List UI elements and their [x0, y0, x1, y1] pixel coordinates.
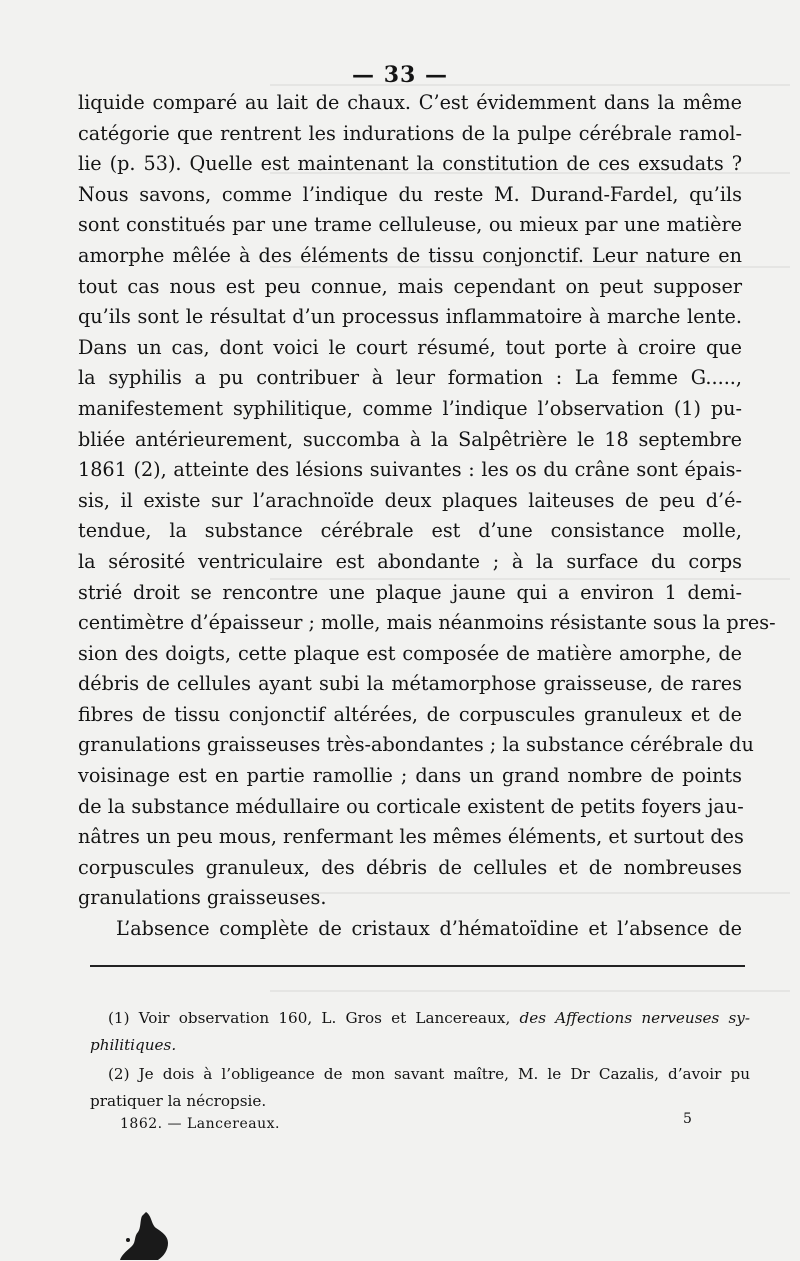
- footnote-title-italic: des Affections nerveuses sy-: [519, 1009, 750, 1027]
- footnote-1: [90, 1005, 750, 1059]
- text-line: strié droit se rencontre une plaque jaune qui a environ 1 demi-: [78, 580, 742, 604]
- text-line: lie (p. 53). Quelle est maintenant la constitution de ces exsudats ?: [78, 152, 742, 176]
- footnote-separator: [90, 965, 745, 967]
- footnote-text: (1) Voir observation 160, L. Gros et Lancereaux,: [108, 1009, 511, 1027]
- footnote-line: philitiques.: [90, 1036, 177, 1054]
- text-line: granulations graisseuses.: [78, 886, 327, 910]
- footnote-line: pratiquer la nécropsie.: [90, 1092, 267, 1110]
- text-line: Dans un cas, dont voici le court résumé, tout porte à croire que: [78, 335, 742, 359]
- footnotes: [90, 1005, 750, 1117]
- text-line: qu’ils sont le résultat d’un processus inflammatoire à marche lente.: [78, 305, 742, 329]
- text-line: sont constitués par une trame celluleuse, ou mieux par une matière: [78, 213, 742, 237]
- text-line: liquide comparé au lait de chaux. C’est évidemment dans la même: [78, 91, 742, 114]
- text-line: sis, il existe sur l’arachnoïde deux plaques laiteuses de peu d’é-: [78, 488, 742, 512]
- text-line: nâtres un peu mous, renfermant les mêmes éléments, et surtout des: [78, 825, 744, 849]
- signature-mark: 5: [683, 1111, 692, 1127]
- text-line: L’absence complète de cristaux d’hématoïdine et l’absence de: [116, 917, 742, 941]
- text-line: de la substance médullaire ou corticale existent de petits foyers jau-: [78, 794, 744, 818]
- text-line: fibres de tissu conjonctif altérées, de corpuscules granuleux et de: [78, 702, 742, 726]
- text-line: bliée antérieurement, succomba à la Salpêtrière le 18 septembre: [78, 427, 742, 451]
- text-line: la sérosité ventriculaire est abondante ; à la surface du corps: [78, 549, 742, 573]
- text-line: sion des doigts, cette plaque est composée de matière amorphe, de: [78, 641, 742, 665]
- text-line: débris de cellules ayant subi la métamorphose graisseuse, de rares: [78, 672, 742, 696]
- text-line: Nous savons, comme l’indique du reste M. Durand-Fardel, qu’ils: [78, 182, 742, 206]
- text-line: tendue, la substance cérébrale est d’une consistance molle,: [78, 519, 742, 543]
- text-line: amorphe mêlée à des éléments de tissu conjonctif. Leur nature en: [78, 243, 742, 267]
- text-line: 1861 (2), atteinte des lésions suivantes : les os du crâne sont épais-: [78, 458, 742, 482]
- text-line: manifestement syphilitique, comme l’indique l’observation (1) pu-: [78, 396, 742, 420]
- text-line: centimètre d’épaisseur ; molle, mais néanmoins résistante sous la pres-: [78, 611, 776, 635]
- text-line: granulations graisseuses très-abondantes ; la substance cérébrale du: [78, 733, 754, 757]
- text-line: la syphilis a pu contribuer à leur formation : La femme G.....,: [78, 366, 742, 390]
- footnote-line: [90, 1005, 750, 1032]
- body-text: [78, 88, 776, 945]
- page-number: — 33 —: [352, 62, 448, 88]
- footnote-2: [90, 1061, 750, 1115]
- text-line: corpuscules granuleux, des débris de cellules et de nombreuses: [78, 855, 742, 879]
- ink-blot: [118, 1210, 170, 1261]
- footnote-line: (2) Je dois à l’obligeance de mon savant maître, M. le Dr Cazalis, d’avoir pu: [108, 1065, 750, 1083]
- text-line: catégorie que rentrent les indurations de la pulpe cérébrale ramol-: [78, 121, 742, 145]
- text-line: voisinage est en partie ramollie ; dans un grand nombre de points: [78, 764, 742, 788]
- text-line: tout cas nous est peu connue, mais cependant on peut supposer: [78, 274, 742, 298]
- printer-signature: 1862. — Lancereaux.: [120, 1116, 280, 1132]
- show-through-line: [270, 990, 790, 992]
